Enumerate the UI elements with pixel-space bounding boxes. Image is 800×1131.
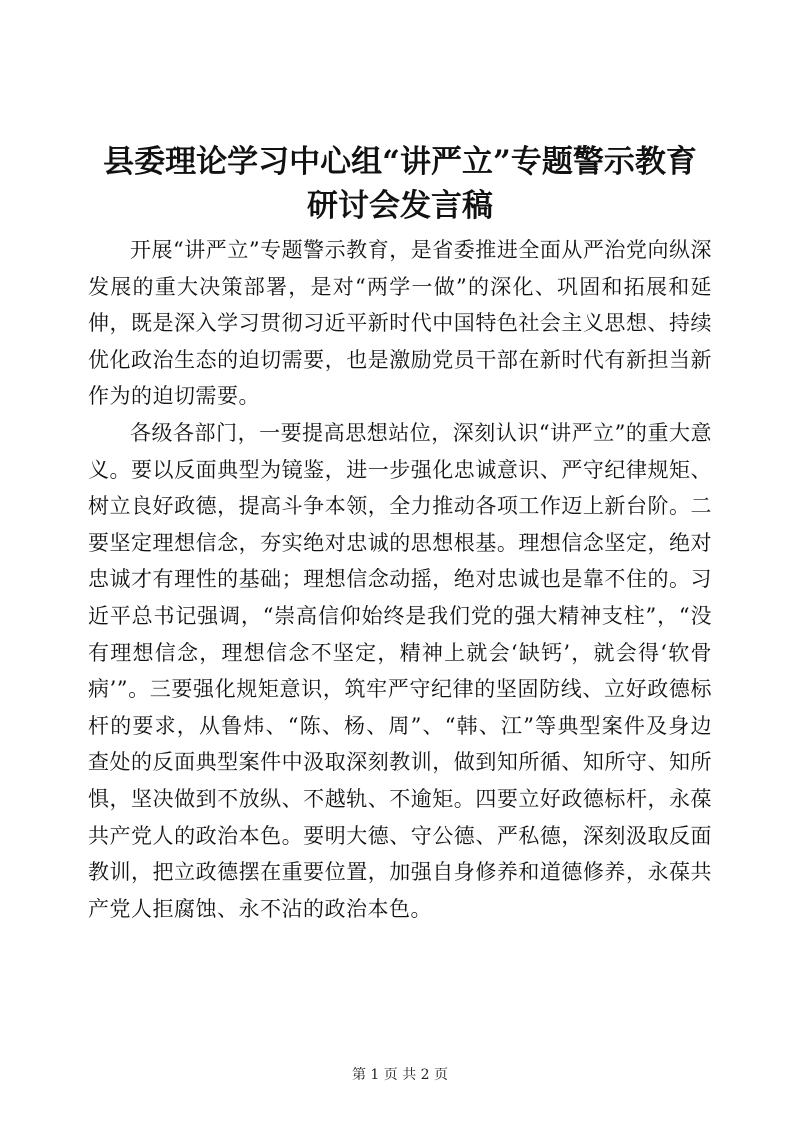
title-line-2: 研讨会发言稿	[307, 188, 493, 224]
title-line-1: 县委理论学习中心组“讲严立”专题警示教育	[103, 144, 697, 180]
paragraph-2: 各级各部门，一要提高思想站位，深刻认识“讲严立”的重大意义。要以反面典型为镜鉴，进一步强化忠诚意识、严守纪律规矩、树立良好政德，提高斗争本领，全力推动各项工作迈上新台阶。二要坚定理想信念，夯实绝对忠诚的思想根基。理想信念坚定，绝对忠诚才有理性的基础；理想信念动摇，绝对忠诚也是靠不住的。习近平总书记强调，“崇高信仰始终是我们党的强大精神支柱”，“没有理想信念，理想信念不坚定，精神上就会‘缺钙’，就会得‘软骨病’”。三要强化规矩意识，筑牢严守纪律的坚固防线、立好政德标杆的要求，从鲁炜、“陈、杨、周”、“韩、江”等典型案件及身边查处的反面典型案件中汲取深刻教训，做到知所循、知所守、知所惧，坚决做到不放纵、不越轨、不逾矩。四要立好政德标杆，永葆共产党人的政治本色。要明大德、守公德、严私德，深刻汲取反面教训，把立政德摆在重要位置，加强自身修养和道德修养，永葆共产党人拒腐蚀、永不沾的政治本色。	[88, 420, 712, 921]
document-body	[88, 232, 712, 927]
page-footer: 第 1 页 共 2 页	[351, 1067, 449, 1083]
page-title	[80, 140, 720, 228]
paragraph-1: 开展“讲严立”专题警示教育，是省委推进全面从严治党向纵深发展的重大决策部署，是对“两学一做”的深化、巩固和拓展和延伸，既是深入学习贯彻习近平新时代中国特色社会主义思想、持续优化政治生态的迫切需要，也是激励党员干部在新时代有新担当新作为的迫切需要。	[88, 238, 712, 409]
